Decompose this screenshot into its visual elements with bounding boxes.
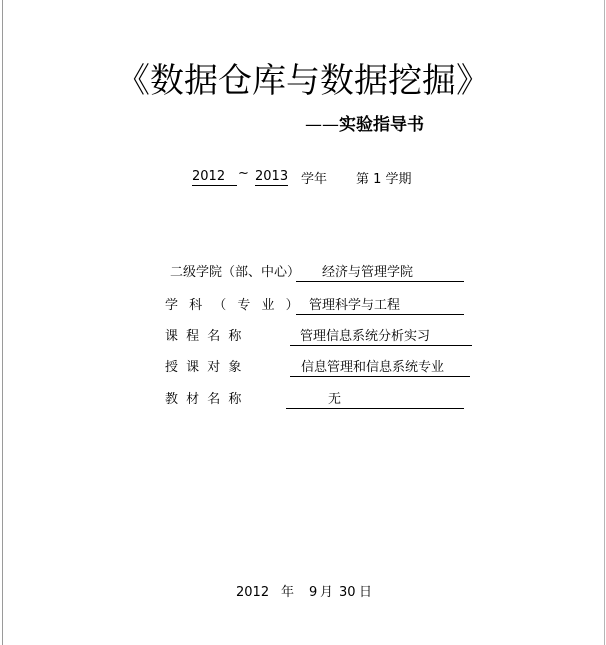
major-label: 学 科 （ 专 业 ） xyxy=(165,298,299,313)
audience-label: 授 课 对 象 xyxy=(165,360,242,375)
document-title: 《数据仓库与数据挖掘》 xyxy=(116,61,490,101)
date-day: 30 xyxy=(339,585,356,600)
date-day-unit: 日 xyxy=(359,585,373,600)
major-value: 管理科学与工程 xyxy=(309,298,401,313)
date-month-unit: 月 xyxy=(320,585,334,600)
audience-value: 信息管理和信息系统专业 xyxy=(301,360,445,375)
textbook-label: 教 材 名 称 xyxy=(165,392,242,407)
textbook-value: 无 xyxy=(328,392,342,407)
course-label: 课 程 名 称 xyxy=(165,329,242,344)
year-tilde: ~ xyxy=(238,166,249,181)
subtitle-text: 实验指导书 xyxy=(339,115,424,135)
start-year-underline-extension xyxy=(223,168,237,186)
subtitle-dash: —— xyxy=(305,115,339,135)
end-year: 2013 xyxy=(255,169,289,184)
college-label: 二级学院（部、中心） xyxy=(170,265,301,280)
date-month: 9 xyxy=(309,585,318,600)
start-year: 2012 xyxy=(192,169,226,184)
date-year-unit: 年 xyxy=(281,585,295,600)
year-suffix: 学年 xyxy=(301,172,328,187)
document-subtitle xyxy=(305,113,424,137)
college-value: 经济与管理学院 xyxy=(322,265,414,280)
date-year: 2012 xyxy=(236,585,270,600)
textbook-underline xyxy=(286,389,464,409)
course-value: 管理信息系统分析实习 xyxy=(300,329,431,344)
semester: 第 1 学期 xyxy=(356,172,412,187)
